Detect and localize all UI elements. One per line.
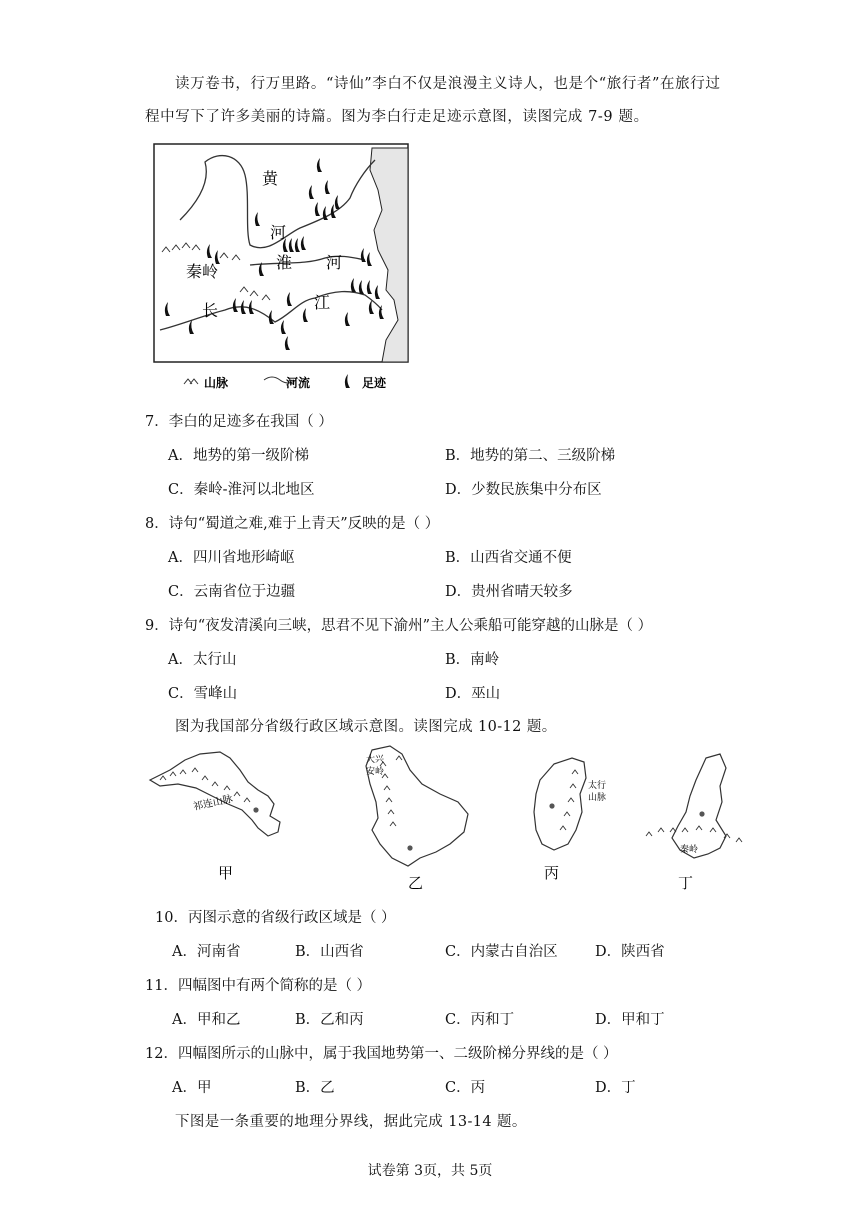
q12-option-a[interactable]: A．甲 xyxy=(172,1080,212,1096)
q7-option-b[interactable]: B．地势的第二、三级阶梯 xyxy=(445,448,616,464)
label-huang: 黄 xyxy=(262,169,279,188)
label-he-1: 河 xyxy=(270,223,287,242)
q7-option-c[interactable]: C．秦岭-淮河以北地区 xyxy=(168,482,315,498)
label-he-2: 河 xyxy=(326,253,343,272)
intro-line-1: 读万卷书，行万里路。“诗仙”李白不仅是浪漫主义诗人，也是个“旅行者”在旅行过 xyxy=(175,76,721,92)
q8-stem: 8．诗句“蜀道之难,难于上青天”反映的是（ ） xyxy=(145,516,440,532)
li-bai-footprint-map xyxy=(150,140,420,400)
q9-option-c[interactable]: C．雪峰山 xyxy=(168,686,238,702)
mountain-legend-icon xyxy=(184,379,198,384)
yi-caption: 乙 xyxy=(408,874,424,890)
q9-stem: 9．诗句“夜发清溪向三峡，思君不见下渝州”主人公乘船可能穿越的山脉是（ ） xyxy=(145,618,653,634)
q12-stem: 12．四幅图所示的山脉中，属于我国地势第一、二级阶梯分界线的是（ ） xyxy=(145,1046,618,1062)
q11-option-b[interactable]: B．乙和丙 xyxy=(295,1012,364,1028)
jia-caption: 甲 xyxy=(218,864,234,882)
footprint-legend-icon xyxy=(345,374,350,388)
label-chang: 长 xyxy=(202,301,219,320)
q8-option-d[interactable]: D．贵州省晴天较多 xyxy=(445,584,573,600)
intro-2: 图为我国部分省级行政区域示意图。读图完成 10-12 题。 xyxy=(175,719,557,735)
label-qinling: 秦岭 xyxy=(186,262,219,281)
yi-mountain-label-2: 安岭 xyxy=(366,767,385,777)
q9-option-d[interactable]: D．巫山 xyxy=(445,686,501,702)
legend-mountain: 山脉 xyxy=(204,376,229,390)
q11-stem: 11．四幅图中有两个简称的是（ ） xyxy=(145,978,372,994)
q12-option-d[interactable]: D．丁 xyxy=(595,1080,636,1096)
q10-option-a[interactable]: A．河南省 xyxy=(172,944,241,960)
q7-option-d[interactable]: D．少数民族集中分布区 xyxy=(445,482,602,498)
label-huai: 淮 xyxy=(276,253,293,272)
q8-option-b[interactable]: B．山西省交通不便 xyxy=(445,550,572,566)
q11-option-c[interactable]: C．丙和丁 xyxy=(445,1012,515,1028)
q12-option-c[interactable]: C．丙 xyxy=(445,1080,486,1096)
bing-caption: 丙 xyxy=(544,864,560,882)
legend-river: 河流 xyxy=(286,376,311,390)
province-maps xyxy=(140,740,750,890)
q10-option-c[interactable]: C．内蒙古自治区 xyxy=(445,944,558,960)
intro-3: 下图是一条重要的地理分界线，据此完成 13-14 题。 xyxy=(175,1114,527,1130)
map-ding xyxy=(646,754,742,890)
q12-option-b[interactable]: B．乙 xyxy=(295,1080,335,1096)
jia-mountain-label: 祁连山脉 xyxy=(192,793,234,813)
intro-line-2: 程中写下了许多美丽的诗篇。图为李白行走足迹示意图，读图完成 7-9 题。 xyxy=(145,109,649,125)
q9-option-a[interactable]: A．太行山 xyxy=(168,652,237,668)
ding-mountain-label: 秦岭 xyxy=(680,845,699,855)
q11-option-d[interactable]: D．甲和丁 xyxy=(595,1012,665,1028)
page-footer: 试卷第 3页，共 5页 xyxy=(367,1163,493,1179)
q8-option-a[interactable]: A．四川省地形崎岖 xyxy=(168,550,295,566)
bing-mountain-label-1: 太行 xyxy=(588,781,607,791)
label-jiang: 江 xyxy=(314,293,331,312)
map-legend xyxy=(184,374,387,390)
q10-option-b[interactable]: B．山西省 xyxy=(295,944,364,960)
q10-option-d[interactable]: D．陕西省 xyxy=(595,944,665,960)
yi-mountain-label-1: 大兴 xyxy=(366,755,385,765)
ding-caption: 丁 xyxy=(678,874,694,890)
q7-option-a[interactable]: A．地势的第一级阶梯 xyxy=(168,448,309,464)
bing-mountain-label-2: 山脉 xyxy=(588,793,607,803)
q11-option-a[interactable]: A．甲和乙 xyxy=(172,1012,241,1028)
q8-option-c[interactable]: C．云南省位于边疆 xyxy=(168,584,296,600)
q9-option-b[interactable]: B．南岭 xyxy=(445,652,500,668)
legend-footprint: 足迹 xyxy=(362,376,387,390)
q10-stem: 10．丙图示意的省级行政区域是（ ） xyxy=(155,910,396,926)
q7-stem: 7．李白的足迹多在我国（ ） xyxy=(145,414,333,430)
map-jia xyxy=(150,752,280,882)
map-bing xyxy=(534,758,606,882)
map-yi xyxy=(366,746,468,890)
